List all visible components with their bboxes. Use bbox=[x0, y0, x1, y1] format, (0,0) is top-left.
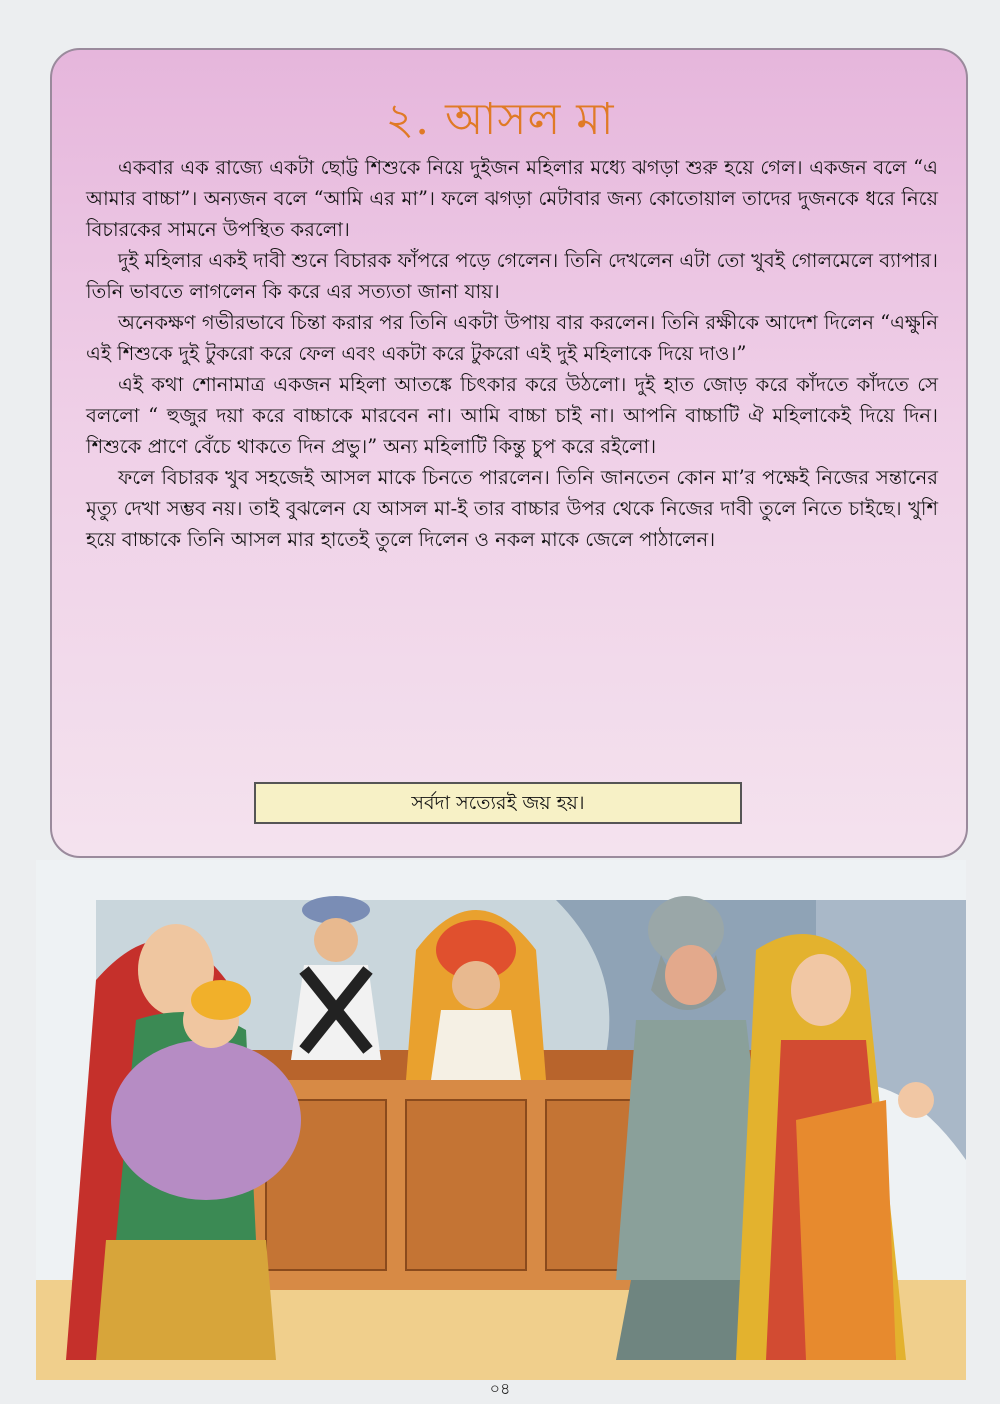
paragraph-5: ফলে বিচারক খুব সহজেই আসল মাকে চিনতে পারলেন। তিনি জানতেন কোন মা’র পক্ষেই নিজের সন্তানের মৃত্যু দেখা সম্ভব নয়। তাই বুঝলেন যে আসল মা-ই তার বাচ্চার উপর থেকে নিজের দাবী তুলে নিতে চাইছে। খুশি হয়ে বাচ্চাকে তিনি আসল মার হাতেই তুলে দিলেন ও নকল মাকে জেলে পাঠালেন। bbox=[86, 466, 938, 551]
story-text bbox=[86, 152, 938, 555]
moral-box: সর্বদা সত্যেরই জয় হয়। bbox=[254, 782, 742, 824]
paragraph-3: অনেকক্ষণ গভীরভাবে চিন্তা করার পর তিনি একটা উপায় বার করলেন। তিনি রক্ষীকে আদেশ দিলেন “এক্ষুনি এই শিশুকে দুই টুকরো করে ফেল এবং একটা করে টুকরো এই দুই মহিলাকে দিয়ে দাও।” bbox=[86, 311, 938, 365]
paragraph-1: একবার এক রাজ্যে একটা ছোট্ট শিশুকে নিয়ে দুইজন মহিলার মধ্যে ঝগড়া শুরু হয়ে গেল। একজন বলে “এ আমার বাচ্চা”। অন্যজন বলে “আমি এর মা”। ফলে ঝগড়া মেটাবার জন্য কোতোয়াল তাদের দুজনকে ধরে নিয়ে বিচারকের সামনে উপস্থিত করলো। bbox=[86, 156, 938, 241]
court-scene-illustration bbox=[36, 860, 966, 1380]
paragraph-4: এই কথা শোনামাত্র একজন মহিলা আতঙ্কে চিৎকার করে উঠলো। দুই হাত জোড় করে কাঁদতে কাঁদতে সে বললো “ হুজুর দয়া করে বাচ্চাকে মারবেন না। আমি বাচ্চা চাই না। আপনি বাচ্চাটি ঐ মহিলাকেই দিয়ে দিন। শিশুকে প্রাণে বেঁচে থাকতে দিন প্রভু।” অন্য মহিলাটি কিন্তু চুপ করে রইলো। bbox=[86, 373, 938, 458]
page-title: ২. আসল মা bbox=[385, 94, 615, 145]
page-number: ০৪ bbox=[489, 1379, 511, 1398]
paragraph-2: দুই মহিলার একই দাবী শুনে বিচারক ফাঁপরে পড়ে গেলেন। তিনি দেখলেন এটা তো খুবই গোলমেলে ব্যাপার। তিনি ভাবতে লাগলেন কি করে এর সত্যতা জানা যায়। bbox=[86, 249, 938, 303]
